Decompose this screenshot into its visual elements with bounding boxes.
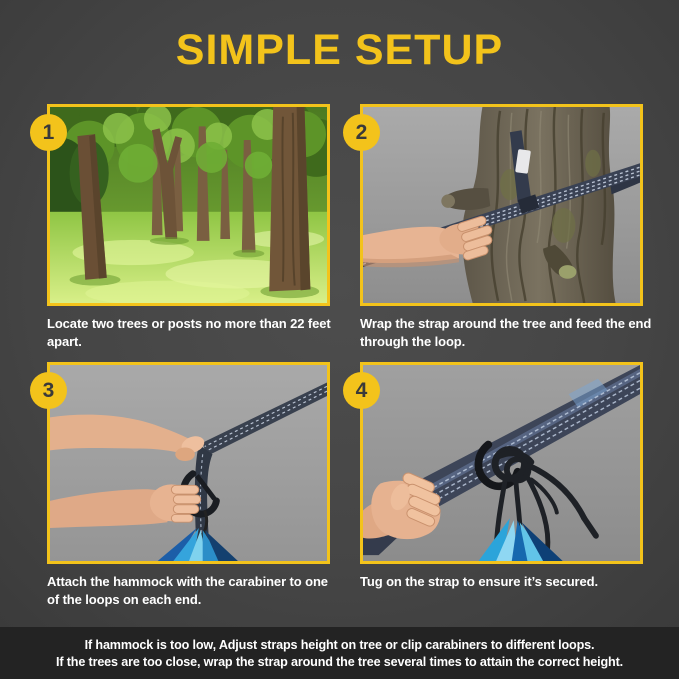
step-2-caption: Wrap the strap around the tree and feed the end through the loop. [360,316,652,349]
footer-note [0,627,679,679]
step-4-photo-frame [355,362,643,564]
poster-title: SIMPLE SETUP [175,26,504,74]
step-2 [355,104,656,350]
step-3 [42,362,343,608]
step-3-photo-frame [42,362,330,564]
step-2-photo-frame [355,104,643,306]
footer-line-1: If hammock is too low, Adjust straps height on tree or clip carabiners to different loops. [84,637,595,652]
step-4 [355,362,656,591]
footer-line-2: If the trees are too close, wrap the strap around the tree several times to attain the correct height. [56,654,623,669]
step-1-photo-frame [42,104,330,306]
step-4-caption: Tug on the strap to ensure it’s secured. [360,574,598,589]
step-1 [42,104,343,350]
step-2-number-badge: 2 [343,114,380,151]
photo-step-1-forest [50,107,327,303]
photo-step-2-wrap-strap [363,107,640,303]
step-4-number-badge: 4 [343,372,380,409]
photo-step-3-attach-carabiner [50,365,327,561]
step-3-caption: Attach the hammock with the carabiner to one of the loops on each end. [47,574,328,607]
step-1-number-badge: 1 [30,114,67,151]
step-3-number-badge: 3 [30,372,67,409]
photo-step-4-tug-strap [363,365,640,561]
step-1-caption: Locate two trees or posts no more than 22 feet apart. [47,316,331,349]
